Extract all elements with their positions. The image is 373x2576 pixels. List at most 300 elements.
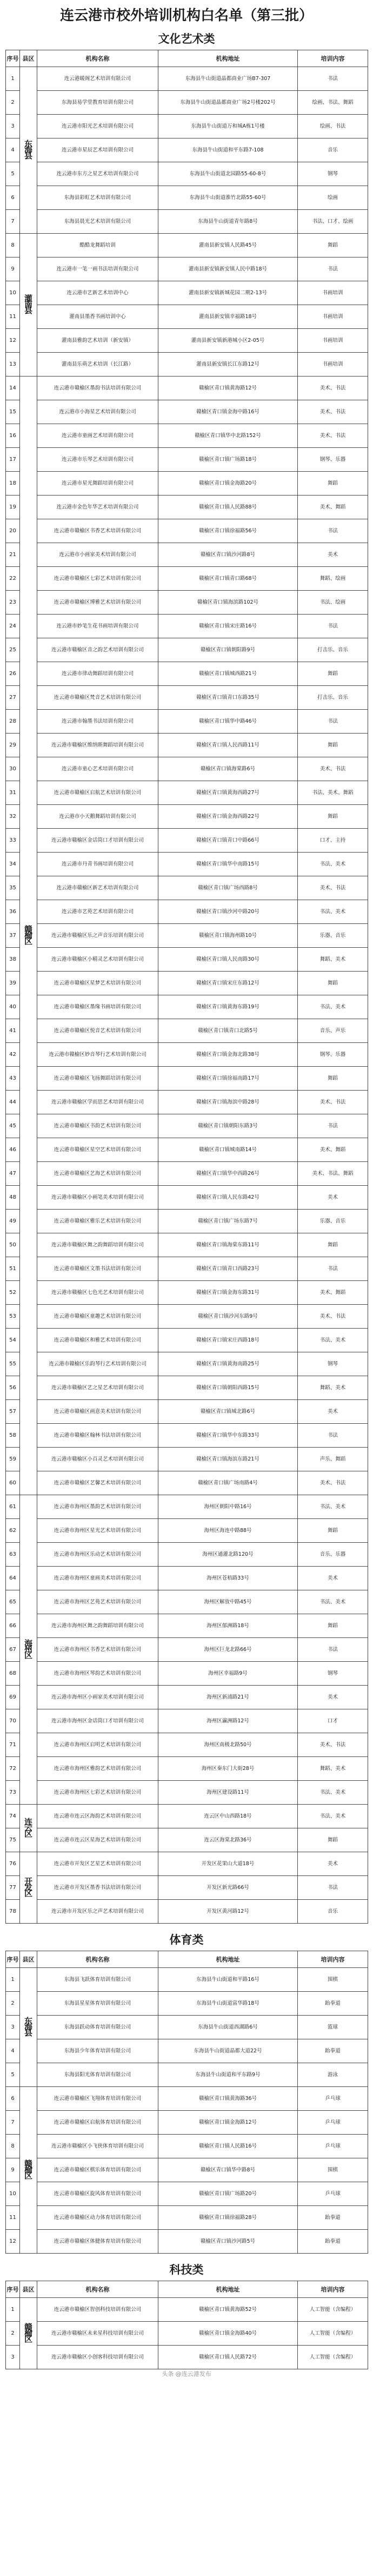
table-row <box>6 1968 368 1992</box>
institution-address: 开发区花果山大道18号 <box>158 1852 298 1876</box>
row-index: 34 <box>6 853 20 876</box>
row-index: 29 <box>6 734 20 757</box>
training-content: 美术、书法 <box>298 377 368 400</box>
institution-name: 连云港市赣榆区小精灵艺术培训有限公司 <box>37 948 158 972</box>
row-index: 10 <box>6 2182 20 2206</box>
institution-name: 东海县星星体育培训有限公司 <box>37 1992 158 2016</box>
institution-address: 赣榆区青口镇黄海路52号 <box>158 2298 298 2322</box>
table-row <box>6 876 368 900</box>
institution-name: 连云港市海州区启明艺术培训有限公司 <box>37 1733 158 1757</box>
table-row <box>6 2206 368 2230</box>
table-row <box>6 210 368 234</box>
row-index: 25 <box>6 638 20 662</box>
county-cell: 东海县 <box>20 67 37 234</box>
table-row <box>6 1781 368 1805</box>
table-row <box>6 2111 368 2135</box>
training-content: 打击乐、音乐 <box>298 686 368 710</box>
table-row <box>6 1329 368 1352</box>
header-seq: 序号 <box>6 1951 20 1968</box>
institution-address: 海州区建设路11号 <box>158 1781 298 1805</box>
institution-address: 赣榆区青口镇金海中路16号 <box>158 400 298 424</box>
table-header-row <box>6 2281 368 2298</box>
institution-name: 连云港市赣榆区小画笔美术培训有限公司 <box>37 1186 158 1210</box>
institution-address: 赣榆区青口镇宋庄东路12号 <box>158 972 298 995</box>
row-index: 36 <box>6 900 20 924</box>
training-content: 书法、美术 <box>298 995 368 1019</box>
training-content: 乒乓球 <box>298 2111 368 2135</box>
table-row <box>6 186 368 210</box>
institution-address: 海州区通灌北路120号 <box>158 1543 298 1567</box>
table-row <box>6 1376 368 1400</box>
table-row <box>6 424 368 448</box>
institution-name: 连云港暖阁艺术培训有限公司 <box>37 67 158 91</box>
training-content: 声乐、舞蹈 <box>298 1448 368 1471</box>
institution-name: 连云港市海州区艺苑艺术培训有限公司 <box>37 1590 158 1614</box>
institution-address: 东海县牛山街道万和城A栋1号楼 <box>158 115 298 138</box>
table-row <box>6 91 368 115</box>
table-row <box>6 1424 368 1448</box>
training-content: 舞蹈、绘画 <box>298 567 368 591</box>
row-index: 14 <box>6 377 20 400</box>
institution-address: 赣榆区青口镇海州路10号 <box>158 924 298 948</box>
table-row <box>6 1590 368 1614</box>
header-address: 机构地址 <box>158 1951 298 1968</box>
header-name: 机构名称 <box>37 50 158 67</box>
row-index: 23 <box>6 591 20 615</box>
institution-address: 赣榆区青口镇人民路16号 <box>158 2135 298 2158</box>
county-cell: 开发区 <box>20 1852 37 1924</box>
row-index: 20 <box>6 519 20 543</box>
institution-address: 赣榆区青口镇海滨路102号 <box>158 591 298 615</box>
institution-name: 连云港市律动舞蹈培训有限公司 <box>37 662 158 686</box>
table-row <box>6 1757 368 1781</box>
institution-address: 东海县牛山街道和平路16号 <box>158 1968 298 1992</box>
row-index: 1 <box>6 1968 20 1992</box>
training-content: 书法、美术 <box>298 1329 368 1352</box>
row-index: 76 <box>6 1852 20 1876</box>
training-content: 美术、书法 <box>298 1471 368 1495</box>
training-content: 跆拳道 <box>298 2039 368 2063</box>
institution-address: 赣榆区青口镇广场路20号 <box>158 2182 298 2206</box>
institution-name: 连云港市赣榆区妙音琴行艺术培训有限公司 <box>37 1043 158 1067</box>
row-index: 3 <box>6 115 20 138</box>
training-content: 书法 <box>298 1114 368 1138</box>
training-content: 舞蹈 <box>298 1519 368 1543</box>
row-index: 6 <box>6 186 20 210</box>
training-content: 书画培训 <box>298 353 368 377</box>
row-index: 65 <box>6 1590 20 1614</box>
institution-name: 灌南县墨香书画培训中心 <box>37 305 158 329</box>
institution-address: 灌南县新安镇新安镇人民中路18号 <box>158 257 298 281</box>
header-content: 培训内容 <box>298 1951 368 1968</box>
table-row <box>6 448 368 472</box>
row-index: 35 <box>6 876 20 900</box>
institution-name: 连云港市乐琴艺术培训有限公司 <box>37 448 158 472</box>
training-content: 打击乐、音乐 <box>298 638 368 662</box>
institution-name: 连云港市赣榆区墨缘书画培训有限公司 <box>37 995 158 1019</box>
sports-table <box>5 1951 368 2254</box>
institution-address: 赣榆区青口镇华中北路152号 <box>158 424 298 448</box>
science-table <box>5 2281 368 2369</box>
training-content: 舞蹈、美术 <box>298 1757 368 1781</box>
row-index: 78 <box>6 1900 20 1924</box>
institution-name: 连云港市赣榆区智创科技培训有限公司 <box>37 2298 158 2322</box>
institution-address: 赣榆区青口镇城南路14号 <box>158 1138 298 1162</box>
county-cell: 连云区 <box>20 1805 37 1852</box>
institution-name: 连云港市童画艺术培训有限公司 <box>37 424 158 448</box>
table-row <box>6 1448 368 1471</box>
institution-name: 连云港市妙笔生花书画培训有限公司 <box>37 615 158 638</box>
table-row <box>6 1352 368 1376</box>
row-index: 22 <box>6 567 20 591</box>
table-row <box>6 1067 368 1091</box>
institution-name: 连云港市赣榆区新艺术培训有限公司 <box>37 876 158 900</box>
row-index: 9 <box>6 257 20 281</box>
header-content: 培训内容 <box>298 2281 368 2298</box>
institution-address: 赣榆区青口镇人民东路42号 <box>158 1186 298 1210</box>
institution-name: 连云港市海州区琴韵艺术培训有限公司 <box>37 1662 158 1686</box>
institution-name: 连云港市赣榆区小百灵艺术培训有限公司 <box>37 1448 158 1471</box>
table-row <box>6 1162 368 1186</box>
institution-name: 东海县飞跃体育培训有限公司 <box>37 1968 158 1992</box>
training-content: 乒乓球 <box>298 2182 368 2206</box>
row-index: 70 <box>6 1709 20 1733</box>
institution-name: 连云港市开发区墨香书法培训有限公司 <box>37 1876 158 1900</box>
table-row <box>6 1043 368 1067</box>
institution-address: 赣榆区青口镇广场路18号 <box>158 448 298 472</box>
training-content: 美术、书法 <box>298 400 368 424</box>
institution-address: 赣榆区青口镇宋庄路16号 <box>158 615 298 638</box>
training-content: 音乐 <box>298 1900 368 1924</box>
table-row <box>6 2230 368 2254</box>
training-content: 书法、美术 <box>298 1805 368 1828</box>
table-row <box>6 472 368 496</box>
institution-name: 连云港市海州区小画家美术培训有限公司 <box>37 1686 158 1709</box>
row-index: 59 <box>6 1448 20 1471</box>
table-row <box>6 1614 368 1638</box>
institution-name: 连云港市赣榆区七色光艺术培训有限公司 <box>37 1281 158 1305</box>
institution-name: 连云港市星光舞蹈培训有限公司 <box>37 472 158 496</box>
institution-address: 海州区南极北路50号 <box>158 1733 298 1757</box>
training-content: 书法、美术 <box>298 1495 368 1519</box>
training-content: 钢琴、乐器 <box>298 1043 368 1067</box>
training-content: 书法、美术、舞蹈 <box>298 781 368 805</box>
table-row <box>6 710 368 734</box>
institution-address: 海州区瀛洲路12号 <box>158 1709 298 1733</box>
training-content: 音乐、声乐 <box>298 1019 368 1043</box>
institution-name: 连云港市艺新艺术培训中心 <box>37 281 158 305</box>
training-content: 钢琴、乐器 <box>298 448 368 472</box>
institution-name: 连云港市赣榆区音之韵艺术培训有限公司 <box>37 638 158 662</box>
training-content: 美术 <box>298 1686 368 1709</box>
institution-address: 赣榆区青口镇金海路40号 <box>158 2322 298 2346</box>
training-content: 书法 <box>298 67 368 91</box>
header-county: 县区 <box>20 2281 37 2298</box>
institution-address: 东海县牛山街道和平东路9号 <box>158 2063 298 2087</box>
training-content: 美术 <box>298 1567 368 1590</box>
table-row <box>6 400 368 424</box>
institution-address: 灌南县新安镇幸福路18号 <box>158 305 298 329</box>
training-content: 人工智能（含编程） <box>298 2346 368 2369</box>
row-index: 45 <box>6 1114 20 1138</box>
row-index: 72 <box>6 1757 20 1781</box>
table-row <box>6 900 368 924</box>
table-row <box>6 1900 368 1924</box>
institution-address: 东海县牛山街道晶都商业广场B7-307 <box>158 67 298 91</box>
training-content: 美术 <box>298 1400 368 1424</box>
institution-address: 海州区朝阳中路16号 <box>158 1495 298 1519</box>
institution-address: 赣榆区青口镇人民西路11号 <box>158 734 298 757</box>
row-index: 12 <box>6 2230 20 2254</box>
row-index: 5 <box>6 2063 20 2087</box>
row-index: 15 <box>6 400 20 424</box>
table-row <box>6 329 368 353</box>
institution-name: 连云港市东方之星艺术培训有限公司 <box>37 162 158 186</box>
row-index: 74 <box>6 1805 20 1828</box>
training-content: 游泳 <box>298 2063 368 2087</box>
institution-address: 赣榆区青口镇金海北路38号 <box>158 1043 298 1067</box>
training-content: 跆拳道 <box>298 2206 368 2230</box>
institution-address: 赣榆区青口镇金海西路22号 <box>158 805 298 829</box>
institution-address: 赣榆区青口镇人民南路30号 <box>158 948 298 972</box>
training-content: 舞蹈 <box>298 1067 368 1091</box>
table-row <box>6 1662 368 1686</box>
table-row <box>6 1114 368 1138</box>
institution-name: 连云港市连云区海韵艺术培训有限公司 <box>37 1805 158 1828</box>
table-row <box>6 1210 368 1233</box>
table-row <box>6 2063 368 2087</box>
row-index: 11 <box>6 2206 20 2230</box>
table-row <box>6 1686 368 1709</box>
institution-address: 赣榆区青口镇徐福路28号 <box>158 2206 298 2230</box>
table-row <box>6 1519 368 1543</box>
institution-address: 赣榆区青口镇徐福南路17号 <box>158 1067 298 1091</box>
training-content: 舞蹈 <box>298 234 368 257</box>
training-content: 舞蹈 <box>298 734 368 757</box>
row-index: 69 <box>6 1686 20 1709</box>
table-row <box>6 2135 368 2158</box>
row-index: 3 <box>6 2016 20 2039</box>
institution-address: 东海县牛山街道晶都商业广场2号楼202号 <box>158 91 298 115</box>
institution-address: 东海县牛山街道淮竹北路55-60号 <box>158 186 298 210</box>
institution-name: 连云港市海州区七彩艺术培训有限公司 <box>37 1781 158 1805</box>
training-content: 口才、主持 <box>298 829 368 853</box>
training-content: 围棋 <box>298 1968 368 1992</box>
training-content: 跆拳道 <box>298 2230 368 2254</box>
row-index: 6 <box>6 2087 20 2111</box>
institution-name: 连云港市赣榆区启航体育培训有限公司 <box>37 2111 158 2135</box>
institution-name: 连云港市金色年华艺术培训有限公司 <box>37 496 158 519</box>
training-content: 书法 <box>298 519 368 543</box>
row-index: 5 <box>6 162 20 186</box>
table-row <box>6 1233 368 1257</box>
row-index: 3 <box>6 2346 20 2369</box>
training-content: 书法 <box>298 257 368 281</box>
institution-address: 连云区海棠北路36号 <box>158 1828 298 1852</box>
training-content: 乒乓球 <box>298 2087 368 2111</box>
training-content: 绘画、书法 <box>298 115 368 138</box>
institution-address: 东海县牛山街道富华路18号 <box>158 1992 298 2016</box>
training-content: 书法、绘画 <box>298 591 368 615</box>
header-content: 培训内容 <box>298 50 368 67</box>
row-index: 56 <box>6 1376 20 1400</box>
table-row <box>6 2039 368 2063</box>
table-row <box>6 234 368 257</box>
institution-address: 海州区新浦路21号 <box>158 1686 298 1709</box>
institution-name: 连云港市阳光艺术培训有限公司 <box>37 115 158 138</box>
training-content: 书法、美术 <box>298 900 368 924</box>
row-index: 2 <box>6 1992 20 2016</box>
table-row <box>6 543 368 567</box>
row-index: 27 <box>6 686 20 710</box>
institution-address: 赣榆区青口镇青口路68号 <box>158 567 298 591</box>
row-index: 63 <box>6 1543 20 1567</box>
row-index: 51 <box>6 1257 20 1281</box>
table-row <box>6 257 368 281</box>
institution-name: 东海县阳光体育培训有限公司 <box>37 2063 158 2087</box>
institution-address: 赣榆区青口镇朝阳路9号 <box>158 638 298 662</box>
training-content: 美术、舞蹈 <box>298 496 368 519</box>
institution-name: 连云港市海州区乐动艺术培训有限公司 <box>37 1543 158 1567</box>
table-row <box>6 829 368 853</box>
institution-address: 赣榆区青口镇华中西路26号 <box>158 1162 298 1186</box>
table-header-row <box>6 50 368 67</box>
county-cell: 灌南县 <box>20 234 37 377</box>
institution-address: 赣榆区青口镇海棠东路11号 <box>158 1233 298 1257</box>
institution-name: 连云港市赣榆区未来星科技培训有限公司 <box>37 2322 158 2346</box>
row-index: 73 <box>6 1781 20 1805</box>
institution-name: 连云港市赣榆区小创客科技培训有限公司 <box>37 2346 158 2369</box>
institution-name: 连云港市丹青书画培训有限公司 <box>37 853 158 876</box>
watermark-text: 头条 @连云港发布 <box>162 2370 211 2377</box>
row-index: 48 <box>6 1186 20 1210</box>
training-content: 书法 <box>298 615 368 638</box>
training-content: 书法 <box>298 710 368 734</box>
institution-name: 连云港市赣榆区悦音艺术培训有限公司 <box>37 1019 158 1043</box>
row-index: 37 <box>6 924 20 948</box>
institution-address: 灌南县新安镇长江东路12号 <box>158 353 298 377</box>
institution-name: 连云港市赣榆区和雅艺术培训有限公司 <box>37 1329 158 1352</box>
institution-address: 赣榆区青口镇华中南路15号 <box>158 853 298 876</box>
row-index: 52 <box>6 1281 20 1305</box>
row-index: 10 <box>6 281 20 305</box>
institution-name: 连云港市赣榆区飞扬舞蹈培训有限公司 <box>37 1067 158 1091</box>
row-index: 49 <box>6 1210 20 1233</box>
institution-name: 连云港市赣榆区飞翔体育培训有限公司 <box>37 2087 158 2111</box>
institution-address: 赣榆区青口镇黄海西路27号 <box>158 781 298 805</box>
training-content: 舞蹈 <box>298 972 368 995</box>
institution-name: 连云港市赣榆区动力体育培训有限公司 <box>37 2206 158 2230</box>
institution-name: 连云港市海州区星光艺术培训有限公司 <box>37 1519 158 1543</box>
institution-name: 连云港市星辰艺术培训有限公司 <box>37 138 158 162</box>
training-content: 乐器、音乐 <box>298 924 368 948</box>
table-row <box>6 1257 368 1281</box>
institution-name: 连云港市赣榆区星空艺术培训有限公司 <box>37 1138 158 1162</box>
row-index: 32 <box>6 805 20 829</box>
row-index: 33 <box>6 829 20 853</box>
institution-address: 赣榆区青口镇华中路46号 <box>158 710 298 734</box>
training-content: 书法 <box>298 1876 368 1900</box>
institution-name: 连云港市海州区舞之韵舞蹈培训有限公司 <box>37 1614 158 1638</box>
training-content: 书法 <box>298 1424 368 1448</box>
row-index: 60 <box>6 1471 20 1495</box>
row-index: 30 <box>6 757 20 781</box>
table-row <box>6 496 368 519</box>
training-content: 舞蹈 <box>298 662 368 686</box>
section-title-sports: 体育类 <box>169 1933 204 1946</box>
training-content: 书法、美术 <box>298 1781 368 1805</box>
institution-name: 连云港市赣榆区旋风体育培训有限公司 <box>37 2182 158 2206</box>
table-row <box>6 67 368 91</box>
institution-name: 连云港市海州区童画美术培训有限公司 <box>37 1567 158 1590</box>
row-index: 67 <box>6 1638 20 1662</box>
table-row <box>6 2158 368 2182</box>
institution-address: 赣榆区青口镇宋庄西路18号 <box>158 1329 298 1352</box>
institution-name: 连云港市赣榆区童趣艺术培训有限公司 <box>37 1305 158 1329</box>
institution-address: 赣榆区青口镇人民路72号 <box>158 2346 298 2369</box>
institution-name: 连云港市赣榆区画意美术培训有限公司 <box>37 1400 158 1424</box>
institution-address: 赣榆区青口镇沙河路5号 <box>158 2230 298 2254</box>
table-row <box>6 1091 368 1114</box>
training-content: 美术 <box>298 543 368 567</box>
training-content: 美术、书法 <box>298 876 368 900</box>
table-row <box>6 567 368 591</box>
institution-address: 赣榆区青口镇金海路20号 <box>158 472 298 496</box>
row-index: 40 <box>6 995 20 1019</box>
row-index: 28 <box>6 710 20 734</box>
training-content: 乒乓球 <box>298 2135 368 2158</box>
institution-name: 东海县跃动体育培训有限公司 <box>37 2016 158 2039</box>
row-index: 24 <box>6 615 20 638</box>
institution-name: 连云港市赣榆区舞之韵舞蹈培训有限公司 <box>37 1233 158 1257</box>
section-title-culture: 文化艺术类 <box>158 32 215 45</box>
section-gap <box>5 2254 368 2259</box>
training-content: 美术、舞蹈 <box>298 1281 368 1305</box>
institution-name: 连云港市赣榆区金话筒口才培训有限公司 <box>37 829 158 853</box>
institution-address: 东海县牛山街道西湖路6号 <box>158 2016 298 2039</box>
institution-address: 赣榆区青口镇金海路12号 <box>158 2111 298 2135</box>
institution-address: 海州区海连中路88号 <box>158 1519 298 1543</box>
table-row <box>6 519 368 543</box>
institution-address: 海州区幸福路9号 <box>158 1662 298 1686</box>
row-index: 62 <box>6 1519 20 1543</box>
institution-address: 开发区新光路66号 <box>158 1876 298 1900</box>
table-row <box>6 781 368 805</box>
row-index: 4 <box>6 2039 20 2063</box>
institution-address: 赣榆区青口镇沙河路8号 <box>158 543 298 567</box>
institution-name: 连云港市赣榆区艺馨艺术培训有限公司 <box>37 1471 158 1495</box>
institution-name: 连云港市赣榆区小飞侠体育培训有限公司 <box>37 2135 158 2158</box>
institution-name: 连云港市赣榆区书香艺术培训有限公司 <box>37 519 158 543</box>
institution-name: 连云港市小画家美术培训有限公司 <box>37 543 158 567</box>
row-index: 13 <box>6 353 20 377</box>
training-content: 书法、口才、绘画 <box>298 210 368 234</box>
table-row <box>6 805 368 829</box>
header-county: 县区 <box>20 50 37 67</box>
table-row <box>6 1828 368 1852</box>
table-row <box>6 1495 368 1519</box>
training-content: 钢琴 <box>298 162 368 186</box>
row-index: 57 <box>6 1400 20 1424</box>
institution-name: 连云港市赣榆区维纳斯舞蹈培训有限公司 <box>37 734 158 757</box>
institution-name: 连云港市赣榆区艺海艺术培训有限公司 <box>37 1162 158 1186</box>
row-index: 12 <box>6 329 20 353</box>
table-row <box>6 2298 368 2322</box>
institution-address: 赣榆区青口镇人民路88号 <box>158 496 298 519</box>
institution-address: 赣榆区青口镇徐福路56号 <box>158 519 298 543</box>
institution-name: 东海县少年体育培训有限公司 <box>37 2039 158 2063</box>
training-content: 美术 <box>298 1852 368 1876</box>
